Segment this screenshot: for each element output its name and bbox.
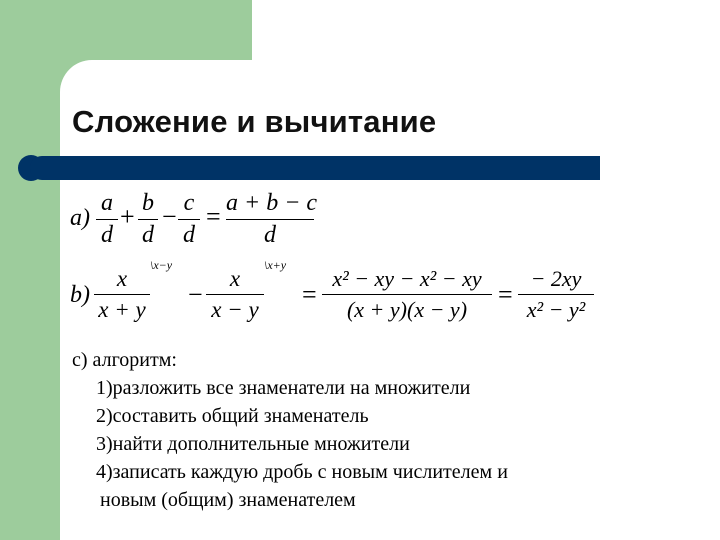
formula-b-multiplier-1: \x−y xyxy=(150,258,173,272)
formula-b-label: b) xyxy=(70,282,90,308)
algorithm-step-3: 3)найти дополнительные множители xyxy=(96,433,410,455)
formula-a-plus: + xyxy=(120,202,135,231)
algorithm-heading: с) алгоритм: xyxy=(72,349,177,371)
algorithm-block xyxy=(72,346,632,514)
formula-a-result: a + b − c d xyxy=(226,190,318,248)
formula-b-equals-2: = xyxy=(498,280,513,309)
formula-b-fraction-4: − 2xy x² − y² xyxy=(518,266,594,323)
formula-a-equals: = xyxy=(206,202,221,231)
formula-a-fraction-1: a d xyxy=(96,190,118,249)
formula-b-equals-1: = xyxy=(302,280,317,309)
formula-b-fraction-1: x x + y xyxy=(94,266,150,323)
formula-b-fraction-3: x² − xy − x² − xy (x + y)(x − y) xyxy=(322,266,492,323)
algorithm-step-4: 4)записать каждую дробь с новым числителем и xyxy=(96,461,508,483)
formula-b-fraction-2: x x − y xyxy=(206,266,264,323)
algorithm-step-1: 1)разложить все знаменатели на множители xyxy=(96,377,471,399)
formula-a-fraction-2: b d xyxy=(138,190,158,249)
formula-a-fraction-3: c d xyxy=(178,190,200,249)
formula-b-multiplier-2: \x+y xyxy=(264,258,287,272)
title-underline-bar xyxy=(30,156,600,180)
formula-a-label: a) xyxy=(70,205,90,231)
algorithm-step-4-continuation: новым (общим) знаменателем xyxy=(100,489,356,511)
slide-title: Сложение и вычитание xyxy=(72,104,437,139)
formula-b-minus: − xyxy=(188,280,203,309)
algorithm-step-2: 2)составить общий знаменатель xyxy=(96,405,369,427)
formula-a-minus: − xyxy=(162,202,177,231)
